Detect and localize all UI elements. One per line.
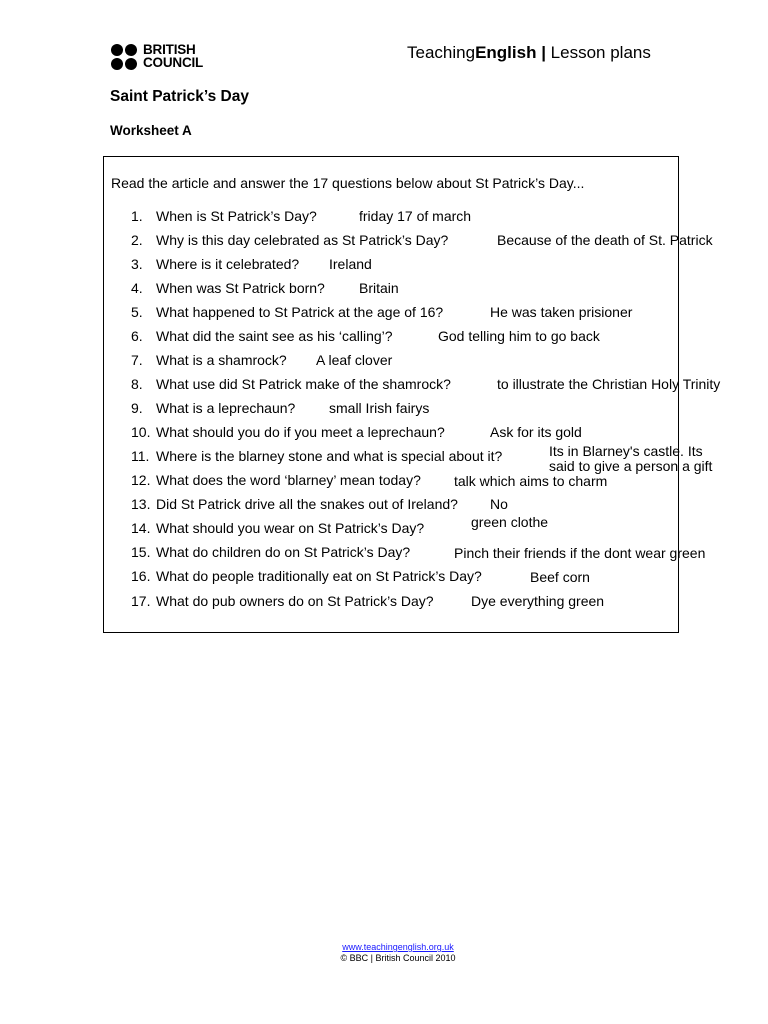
question-text: Why is this day celebrated as St Patrick’s Day? [156,232,449,248]
question-9 [131,400,295,416]
question-text: What is a shamrock? [156,352,287,368]
page-title: Saint Patrick’s Day [110,88,249,105]
question-3 [131,256,299,272]
page-footer [0,942,768,964]
question-number: 3. [131,256,143,272]
question-number: 16. [131,568,151,584]
answer-17: Dye everything green [471,593,605,609]
answer-1: friday 17 of march [359,208,472,224]
answer-13: No [490,496,508,512]
question-text: What is a leprechaun? [156,400,296,416]
header-lesson-plans [407,43,651,63]
question-11 [131,448,502,464]
answer-15: Pinch their friends if the dont wear green [454,545,706,561]
question-13 [131,496,458,512]
question-5 [131,304,443,320]
question-number: 10. [131,424,151,440]
answer-14: green clothe [471,514,549,530]
question-number: 6. [131,328,143,344]
question-number: 13. [131,496,151,512]
teachingenglish-link[interactable]: www.teachingenglish.org.uk [342,942,454,952]
question-text: What use did St Patrick make of the shamrock? [156,376,451,392]
answer-2: Because of the death of St. Patrick [497,232,713,248]
answer-4: Britain [359,280,399,296]
question-text: What happened to St Patrick at the age of 16? [156,304,444,320]
answer-11-line-2: said to give a person a gift [549,458,713,474]
answer-16: Beef corn [530,569,590,585]
header-suffix: Lesson plans [550,43,651,62]
question-number: 1. [131,208,143,224]
logo-wordmark [143,43,203,69]
question-text: Did St Patrick drive all the snakes out of Ireland? [156,496,458,512]
question-text: When is St Patrick’s Day? [156,208,317,224]
answer-6: God telling him to go back [438,328,600,344]
question-number: 7. [131,352,143,368]
header-prefix: Teaching [407,43,476,62]
question-4 [131,280,325,296]
logo-line-1: BRITISH [143,42,196,57]
answer-5: He was taken prisioner [490,304,633,320]
question-14 [131,520,424,536]
question-12 [131,472,421,488]
answer-10: Ask for its gold [490,424,582,440]
question-number: 9. [131,400,143,416]
answer-12: talk which aims to charm [454,473,608,489]
question-8 [131,376,451,392]
question-16 [131,568,482,584]
question-text: What did the saint see as his ‘calling’? [156,328,393,344]
question-number: 8. [131,376,143,392]
logo-dots-icon [111,44,141,70]
question-text: Where is it celebrated? [156,256,300,272]
question-text: What should you wear on St Patrick’s Day? [156,520,425,536]
question-number: 17. [131,593,151,609]
question-number: 2. [131,232,143,248]
question-text: Where is the blarney stone and what is special about it? [156,448,503,464]
copyright-text: © BBC | British Council 2010 [340,953,456,963]
worksheet-label: Worksheet A [110,123,192,138]
question-15 [131,544,410,560]
answer-11-line-1: Its in Blarney's castle. Its [549,443,703,459]
question-text: What should you do if you meet a leprechaun? [156,424,445,440]
question-number: 4. [131,280,143,296]
question-text: What do children do on St Patrick’s Day? [156,544,411,560]
question-number: 12. [131,472,151,488]
question-number: 11. [131,448,150,464]
header-separator: | [536,43,551,62]
question-text: What do people traditionally eat on St Patrick’s Day? [156,568,482,584]
instructions: Read the article and answer the 17 questions below about St Patrick’s Day... [111,175,585,191]
question-number: 5. [131,304,143,320]
answer-8: to illustrate the Christian Holy Trinity [497,376,721,392]
question-10 [131,424,445,440]
question-number: 14. [131,520,151,536]
header-bold: English [475,43,537,62]
question-17 [131,593,434,609]
question-text: What do pub owners do on St Patrick’s Day? [156,593,434,609]
answer-7: A leaf clover [316,352,393,368]
question-number: 15. [131,544,151,560]
answer-9: small Irish fairys [329,400,430,416]
question-text: When was St Patrick born? [156,280,325,296]
question-6 [131,328,393,344]
question-7 [131,352,287,368]
question-1 [131,208,317,224]
answer-3: Ireland [329,256,372,272]
question-2 [131,232,448,248]
worksheet-box [103,156,679,633]
logo-line-2: COUNCIL [143,55,204,70]
question-text: What does the word ‘blarney’ mean today? [156,472,421,488]
